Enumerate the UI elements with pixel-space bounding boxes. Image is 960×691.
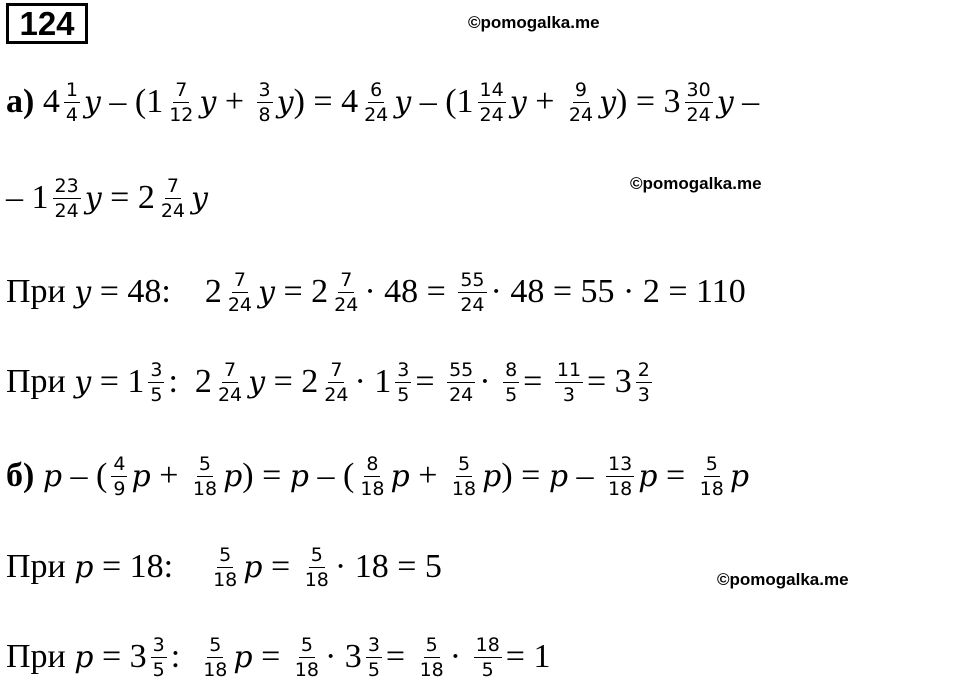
fraction (151, 634, 167, 681)
math-text: = 1 (505, 638, 551, 675)
fraction-numerator: 8 (505, 358, 518, 381)
fraction-denominator: 5 (481, 658, 494, 681)
fraction-denominator: 24 (460, 293, 485, 316)
fraction-denominator: 3 (562, 383, 575, 406)
math-text: = (252, 638, 289, 675)
fraction-numerator: 5 (457, 452, 471, 475)
fraction-numerator: 5 (300, 633, 313, 656)
variable: y (509, 84, 527, 120)
fraction-denominator: 9 (113, 477, 126, 500)
variable: p (233, 639, 253, 675)
fraction-denominator: 24 (54, 199, 79, 222)
variable: p (131, 458, 151, 494)
fraction-denominator: 12 (169, 103, 194, 126)
math-text: = (523, 363, 551, 400)
part-b-check-2 (6, 627, 550, 687)
fraction-numerator: 6 (370, 78, 383, 101)
fraction-numerator: 8 (366, 452, 379, 475)
fraction (201, 634, 229, 681)
problem-number: 124 (6, 3, 88, 44)
fraction (332, 269, 360, 316)
fraction (358, 453, 386, 500)
fraction (366, 634, 382, 681)
fraction-numerator: 7 (330, 358, 343, 381)
math-text: – (1 (100, 83, 164, 120)
fraction (636, 359, 652, 406)
math-text: · 3 (324, 638, 362, 675)
fraction-numerator: 3 (397, 358, 410, 381)
math-text: – (1 (411, 83, 474, 120)
variable: p (390, 458, 410, 494)
variable: y (258, 274, 275, 310)
fraction-numerator: 5 (198, 452, 212, 475)
fraction (458, 269, 486, 316)
variable: y (716, 84, 734, 120)
fraction-numerator: 3 (258, 78, 271, 101)
math-text: : 2 (168, 363, 212, 400)
fraction-denominator: 24 (364, 103, 389, 126)
fraction (216, 359, 244, 406)
fraction (606, 453, 634, 500)
variable: p (42, 458, 63, 494)
fraction (503, 359, 519, 406)
fraction-denominator: 24 (227, 293, 253, 316)
fraction-numerator: 5 (219, 543, 232, 566)
fraction-denominator: 18 (699, 477, 724, 500)
part-b-line-1 (6, 446, 749, 506)
fraction-denominator: 24 (568, 103, 594, 126)
fraction (567, 79, 595, 126)
fraction-numerator: 7 (340, 268, 353, 291)
fraction (447, 359, 475, 406)
fraction-numerator: 3 (367, 633, 380, 656)
math-text: : (170, 638, 198, 675)
variable: y (394, 84, 412, 120)
part-a-check-1 (6, 262, 746, 322)
fraction-denominator: 8 (258, 103, 271, 126)
variable: y (191, 180, 208, 216)
fraction-numerator: 5 (310, 543, 323, 566)
fraction-denominator: 3 (637, 383, 650, 406)
fraction-denominator: 24 (479, 103, 504, 126)
fraction-denominator: 18 (192, 477, 218, 500)
part-a-line-1 (6, 72, 759, 132)
fraction (226, 269, 254, 316)
fraction (685, 79, 713, 126)
math-text: – ( (62, 457, 108, 494)
math-text: + (409, 457, 446, 494)
fraction-denominator: 4 (65, 103, 78, 126)
math-text: + (216, 83, 253, 120)
fraction-denominator: 18 (294, 658, 319, 681)
variable: y (276, 84, 294, 120)
variable: y (599, 84, 617, 120)
fraction-numerator: 3 (150, 358, 163, 381)
math-text: · 18 = 5 (334, 548, 442, 585)
part-b-check-1 (6, 537, 442, 597)
fraction-denominator: 18 (304, 568, 329, 591)
fraction-denominator: 24 (160, 199, 186, 222)
variable: y (74, 364, 92, 400)
fraction-denominator: 5 (397, 383, 410, 406)
variable: p (482, 458, 502, 494)
part-a-line-2 (6, 168, 208, 228)
fraction-numerator: 9 (574, 78, 588, 101)
fraction (159, 175, 187, 222)
fraction-denominator: 5 (505, 383, 518, 406)
math-text: = 48: 2 (91, 273, 222, 310)
math-text: ) = (242, 457, 290, 494)
math-text: При (6, 363, 75, 400)
math-text: – (733, 83, 760, 120)
variable: y (248, 364, 266, 400)
fraction-denominator: 18 (203, 658, 228, 681)
fraction (293, 634, 321, 681)
math-text: – 1 (6, 179, 49, 216)
fraction-denominator: 24 (324, 383, 349, 406)
fraction-numerator: 23 (54, 174, 79, 197)
math-text: · 48 = 55 · 2 = 110 (490, 273, 746, 310)
math-text: · 1 (354, 363, 392, 400)
fraction-numerator: 14 (479, 78, 504, 101)
math-text: = 3 (93, 638, 147, 675)
fraction (698, 453, 726, 500)
fraction (64, 79, 80, 126)
watermark: ©pomogalka.me (717, 570, 849, 589)
fraction-numerator: 30 (686, 78, 711, 101)
fraction (148, 359, 164, 406)
math-text: = 18: (93, 548, 208, 585)
math-text: + (526, 83, 563, 120)
fraction-numerator: 1 (65, 78, 78, 101)
fraction-numerator: 7 (166, 174, 179, 197)
math-text: · (449, 638, 470, 675)
math-text: = (262, 548, 299, 585)
fraction-numerator: 5 (425, 633, 438, 656)
math-text: = (385, 638, 414, 675)
math-text: = (415, 363, 444, 400)
math-text: = 1 (91, 363, 145, 400)
fraction-denominator: 24 (686, 103, 711, 126)
fraction (395, 359, 411, 406)
math-text: При (6, 638, 75, 675)
fraction (191, 453, 219, 500)
math-text: При (6, 548, 75, 585)
fraction (303, 544, 331, 591)
variable: p (548, 458, 569, 494)
fraction-numerator: 7 (233, 268, 246, 291)
math-text: – ( (309, 457, 355, 494)
fraction (167, 79, 195, 126)
fraction (362, 79, 390, 126)
fraction-denominator: 5 (150, 383, 163, 406)
fraction-denominator: 24 (334, 293, 359, 316)
math-text: ) = (501, 457, 549, 494)
fraction-numerator: 5 (209, 633, 222, 656)
fraction-denominator: 5 (367, 658, 380, 681)
math-text: · (479, 363, 500, 400)
fraction-numerator: 7 (223, 358, 237, 381)
variable: p (243, 549, 263, 585)
math-text: = (657, 457, 694, 494)
math-text (34, 457, 43, 495)
math-text: · 48 = (364, 273, 455, 310)
fraction-denominator: 18 (608, 477, 633, 500)
fraction (53, 175, 81, 222)
fraction-numerator: 3 (152, 633, 165, 656)
fraction (555, 359, 583, 406)
math-text: = 2 (101, 179, 155, 216)
math-text: – (568, 457, 603, 494)
fraction-denominator: 18 (213, 568, 238, 591)
variable: y (84, 180, 102, 216)
fraction-numerator: 55 (460, 268, 485, 291)
variable: y (74, 274, 92, 310)
math-text: = 3 (587, 363, 632, 400)
fraction (322, 359, 350, 406)
variable: p (74, 549, 94, 585)
fraction (478, 79, 506, 126)
fraction (257, 79, 273, 126)
fraction (111, 453, 127, 500)
part-label: б) (6, 457, 35, 494)
fraction-numerator: 13 (608, 452, 633, 475)
fraction (211, 544, 239, 591)
variable: p (638, 458, 658, 494)
fraction-denominator: 24 (217, 383, 243, 406)
math-text: = 2 (274, 273, 329, 310)
variable: y (199, 84, 217, 120)
fraction-numerator: 4 (113, 452, 126, 475)
part-label: а) (6, 83, 35, 120)
fraction (474, 634, 502, 681)
math-text: 4 (34, 83, 60, 120)
math-text: + (150, 457, 187, 494)
watermark: ©pomogalka.me (468, 13, 600, 32)
variable: p (74, 639, 94, 675)
fraction-denominator: 18 (360, 477, 385, 500)
math-text: = 2 (265, 363, 319, 400)
fraction-numerator: 2 (637, 358, 650, 381)
fraction-denominator: 18 (419, 658, 444, 681)
fraction-denominator: 24 (449, 383, 474, 406)
math-text: При (6, 273, 75, 310)
fraction-numerator: 11 (556, 358, 582, 381)
fraction-numerator: 18 (475, 633, 500, 656)
watermark: ©pomogalka.me (630, 174, 762, 193)
variable: p (289, 458, 309, 494)
fraction (418, 634, 446, 681)
fraction-denominator: 18 (451, 477, 477, 500)
fraction-numerator: 5 (705, 452, 718, 475)
math-text: ) = 4 (293, 83, 359, 120)
fraction (450, 453, 478, 500)
variable: p (223, 458, 243, 494)
fraction-denominator: 5 (152, 658, 165, 681)
fraction-numerator: 55 (449, 358, 474, 381)
variable: y (83, 84, 101, 120)
math-text: ) = 3 (616, 83, 681, 120)
fraction-numerator: 7 (175, 78, 188, 101)
part-a-check-2 (6, 352, 656, 412)
variable: p (729, 458, 750, 494)
